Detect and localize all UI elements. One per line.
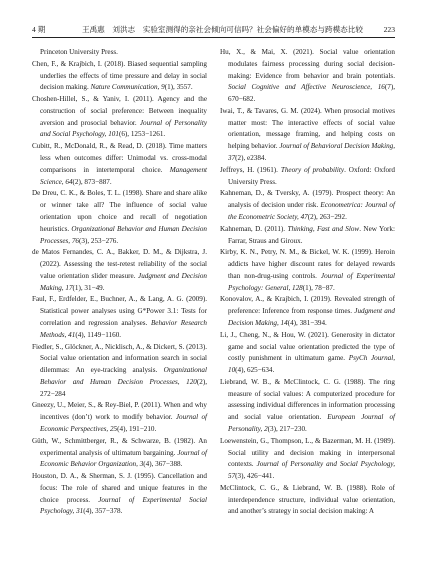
- reference-text: Güth, W., Schmittberger, R., & Schwarze, B. (1982). An experimental analysis of ultimatum bargaining.: [32, 436, 207, 457]
- reference-entry: [32, 141, 207, 188]
- reference-entry: [220, 436, 395, 483]
- reference-text: (2), 272−284: [40, 377, 207, 398]
- reference-source: Econometrica: Journal of the Econometric Society, 47: [228, 201, 395, 221]
- reference-entry: [220, 224, 395, 248]
- right-reference-column: [220, 47, 395, 518]
- reference-text: Kahneman, D., & Tversky, A. (1979). Prospect theory: An analysis of decision under risk.: [220, 189, 395, 210]
- reference-text: (4), 1149−1160.: [75, 330, 122, 339]
- reference-text: . New York: Farrar, Straus and Giroux.: [228, 224, 395, 245]
- reference-entry: [32, 436, 207, 471]
- reference-entry: [220, 247, 395, 294]
- reference-text: (1), 78−87.: [302, 283, 335, 292]
- reference-entry: [220, 483, 395, 518]
- reference-source: Organizational Behavior and Human Decision Processes, 76: [40, 224, 208, 245]
- reference-text: (1), 31−49.: [72, 283, 105, 292]
- reference-text: (2), 263−292.: [307, 212, 347, 221]
- reference-text: Choshen-Hillel, S., & Yaniv, I. (2011). Agency and the construction of social preference: Between inequality aversion and prosocial behavior.: [32, 95, 207, 127]
- reference-text: (3), 253−276.: [79, 236, 119, 245]
- reference-text: . Oxford: Oxford University Press.: [228, 165, 395, 186]
- reference-text: (4), 381−394.: [287, 318, 327, 327]
- reference-text: Kahneman, D. (2011).: [220, 224, 288, 233]
- reference-source: Management Science, 64: [40, 165, 207, 186]
- reference-text: Cubitt, R., McDonald, R., & Read, D. (2018). Time matters less when outcomes differ: Unimodal vs. cross-modal comparisons in intertemporal choice.: [32, 142, 207, 174]
- reference-text: (3), 426−441.: [235, 472, 275, 481]
- reference-entry: [32, 188, 207, 247]
- reference-text: Princeton University Press.: [40, 48, 118, 56]
- reference-text: (4), 367−388.: [143, 460, 183, 469]
- reference-source: Journal of Personality and Social Psychology, 57: [228, 460, 395, 481]
- reference-text: Konovalov, A., & Krajbich, I. (2019). Revealed strength of preference: Inference from response times.: [220, 295, 395, 316]
- reference-text: (4), 191−210.: [117, 425, 157, 433]
- reference-entry: [220, 165, 395, 189]
- issue-number: 4 期: [32, 24, 46, 34]
- reference-text: (7), 670−682.: [228, 83, 395, 104]
- reference-text: (4), 625−634.: [235, 366, 275, 375]
- reference-entry: [32, 294, 207, 341]
- reference-entry: [220, 106, 395, 165]
- reference-text: (2), 873−887.: [72, 177, 112, 186]
- reference-source: Journal of Economic Perspectives, 25: [40, 413, 207, 433]
- page-number: 223: [383, 24, 395, 34]
- reference-text: de Matos Fernandes, C. A., Bakker, D. M., & Dijkstra, J. (2022). Assessing the test-retest reliability of the social value orientation slider measure.: [32, 248, 207, 280]
- reference-text: Kirby, K. N., Petry, N. M., & Bickel, W. K. (1999). Heroin addicts have higher discount rates for delayed rewards than non-drug-using controls.: [220, 248, 395, 280]
- reference-entry: [32, 342, 207, 401]
- reference-source: Organizational Behavior and Human Decision Processes, 120: [40, 366, 207, 386]
- reference-text: (4), 357−378.: [83, 507, 123, 516]
- reference-entry: [32, 59, 207, 94]
- running-header: [32, 22, 395, 36]
- reference-source: Journal of Experimental Psychology: General, 128: [228, 271, 395, 292]
- reference-text: Chen, F., & Krajbich, I. (2018). Biased sequential sampling underlies the effects of time pressure and delay in social decision making.: [32, 59, 207, 92]
- reference-text: Iwai, T., & Tavares, G. M. (2024). When prosocial motives matter most: The interactive effects of social value orientation, message framing, and helping costs on helping behavior.: [220, 106, 395, 151]
- reference-entry: [32, 94, 207, 141]
- running-title: 王禹惠 刘洪志 实验室测得的亲社会倾向可信吗？社会偏好的单模态与跨模态比较: [82, 24, 363, 34]
- reference-entry: [220, 377, 395, 436]
- reference-entry: [220, 47, 395, 106]
- reference-source: Nature Communication, 9: [90, 83, 165, 92]
- reference-text: Houston, D. A., & Sherman, S. J. (1995). Cancellation and focus: The role of shared and unique features in the choice process.: [32, 472, 207, 504]
- reference-text: De Dreu, C. K., & Boles, T. L. (1998). Share and share alike or winner take all? The influence of social value orientation upon choice and recall of negotiation heuristics.: [32, 189, 207, 233]
- reference-text: (2), e2384.: [235, 154, 267, 163]
- reference-text: Gneezy, U., Meier, S., & Rey-Biel, P. (2011). When and why incentives (don’t) work to modify behavior.: [32, 401, 207, 422]
- reference-entry: [220, 294, 395, 329]
- reference-source: Thinking, Fast and Slow: [287, 224, 360, 233]
- reference-source: Judgment and Decision Making, 14: [228, 307, 395, 327]
- reference-source: Journal of Personality and Social Psychology, 101: [40, 118, 207, 139]
- reference-entry: [220, 330, 395, 377]
- reference-source: Behavior Research Methods, 41: [40, 318, 208, 339]
- reference-source: Theory of probability: [280, 165, 345, 174]
- reference-text: Li, J., Cheng, N., & Hou, W. (2021). Generosity in dictator game and social value orientation predicted the type of costly punishment in ultimatum game.: [220, 330, 395, 363]
- reference-text: Fiedler, S., Glöckner, A., Nicklisch, A., & Dickert, S. (2013). Social value orientation and information search in social dilemmas: An eye-tracking analysis.: [32, 342, 207, 375]
- reference-source: Journal of Experimental Social Psychology, 31: [40, 495, 207, 516]
- reference-entry: [220, 188, 395, 223]
- reference-text: (1), 3557.: [164, 83, 193, 92]
- reference-source: Journal of Behavioral Decision Making, 37: [228, 142, 395, 163]
- reference-source: European Journal of Personality, 2: [228, 413, 396, 433]
- reference-text: Jeffreys, H. (1961).: [220, 165, 281, 174]
- reference-entry: [32, 400, 207, 435]
- reference-source: Social Cognitive and Affective Neuroscience, 16: [228, 83, 385, 92]
- left-reference-column: [32, 47, 207, 518]
- reference-text: (3), 217−230.: [267, 425, 307, 433]
- reference-text: Loewenstein, G., Thompson, L., & Bazerman, M. H. (1989). Social utility and decision making in interpersonal contexts.: [220, 436, 395, 469]
- reference-text: Liebrand, W. B., & McClintock, C. G. (1988). The ring measure of social values: A computerized procedure for assessing individual differences in information processing and social value orientation.: [220, 377, 395, 422]
- header-rule: [32, 37, 395, 38]
- reference-source: Journal of Economic Behavior Organization, 3: [40, 448, 207, 469]
- reference-text: McClintock, C. G., & Liebrand, W. B. (1988). Role of interdependence structure, individual value orientation, and another’s strategy in social decision making: A: [220, 483, 395, 516]
- reference-text: Hu, X., & Mai, X. (2021). Social value orientation modulates fairness processing during social decision-making: Evidence from behavior and brain potentials.: [220, 48, 395, 80]
- reference-source: Judgment and Decision Making, 17: [40, 271, 207, 292]
- reference-source: PsyCh Journal, 10: [228, 354, 395, 375]
- reference-text: (6), 1253−1261.: [118, 130, 166, 139]
- reference-entry: [32, 247, 207, 294]
- reference-entry: [32, 471, 207, 518]
- reference-text: Faul, F., Erdfelder, E., Buchner, A., & Lang, A. G. (2009). Statistical power analyses using G*Power 3.1: Tests for correlation and regression analyses.: [32, 295, 207, 327]
- reference-entry: [32, 47, 207, 59]
